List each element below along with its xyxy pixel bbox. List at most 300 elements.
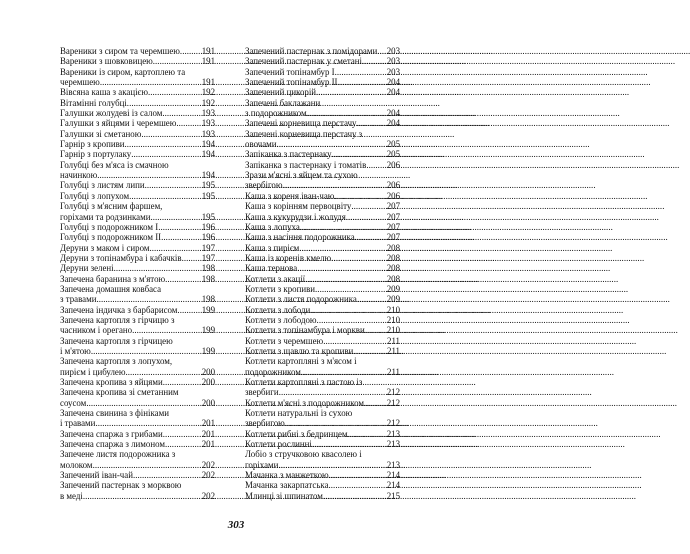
index-entry (60, 191, 215, 201)
entry-title-line: Галушки з яйцями і черемшею (60, 118, 177, 129)
dot-leader (338, 77, 386, 87)
dot-leader (366, 160, 385, 170)
index-entry (60, 470, 215, 480)
dot-leader (278, 460, 385, 470)
entry-page-number: 203 (386, 56, 400, 67)
dot-leader (356, 118, 385, 128)
entry-title-line: Котлети натуральні із сухою (245, 408, 353, 419)
entry-page-number: 210 (386, 304, 400, 315)
entry-title-line: Котлети рослинні (245, 439, 312, 450)
dot-leader (177, 305, 200, 315)
dot-leader (165, 274, 201, 284)
dot-leader (362, 56, 386, 66)
dot-leader (129, 191, 201, 201)
index-entry (60, 284, 215, 305)
dot-leader (300, 222, 386, 232)
dot-leader (346, 212, 386, 222)
entry-page-number: 198 (201, 273, 215, 284)
index-entry (245, 212, 400, 222)
entry-page-number: 193 (201, 118, 215, 129)
dot-leader (323, 336, 386, 346)
index-entry (245, 408, 400, 429)
index-entry (245, 222, 400, 232)
dot-leader (329, 480, 386, 490)
dot-leader (125, 139, 201, 149)
entry-page-number: 200 (201, 366, 215, 377)
dot-leader (299, 243, 385, 253)
entry-page-number: 208 (386, 252, 400, 263)
dot-leader (348, 429, 386, 439)
index-entry (245, 149, 400, 159)
index-entry (245, 480, 400, 490)
entry-page-number: 201 (201, 418, 215, 429)
entry-title-line: Вітамінні голубці (60, 97, 127, 108)
index-entry (245, 129, 400, 150)
index-entry (245, 491, 400, 501)
entry-title-line: Котлети з листя подорожника (245, 294, 357, 305)
entry-page-number: 203 (386, 46, 400, 56)
dot-leader (96, 294, 200, 304)
index-entry (60, 429, 215, 439)
dot-leader (86, 398, 200, 408)
index-entry (60, 253, 215, 263)
index-entry (245, 305, 400, 315)
entry-page-number: 206 (386, 159, 400, 170)
entry-title-line: Запіканка з пастернаку і томатів (245, 159, 367, 170)
index-column-right (245, 46, 400, 501)
entry-title-line: Вареники з шовковицею (60, 56, 153, 67)
dot-leader (148, 87, 201, 97)
index-entry (60, 263, 215, 273)
entry-title-line: Вареники з сиром та черемшею (60, 46, 180, 56)
index-entry (245, 160, 400, 170)
dot-leader (377, 46, 385, 56)
entry-title-line: Галушки жолудеві із салом (60, 108, 163, 119)
entry-page-number: 213 (386, 439, 400, 450)
index-entry (60, 180, 215, 190)
index-entry (60, 377, 215, 387)
index-entry (60, 129, 215, 139)
dot-leader (353, 346, 386, 356)
entry-page-number: 207 (386, 232, 400, 243)
entry-page-number: 195 (201, 211, 215, 222)
dot-leader (285, 418, 386, 428)
index-entry (60, 118, 215, 128)
entry-title-line: Запечений пастернак з помідорами (245, 46, 378, 56)
dot-leader (180, 46, 201, 56)
entry-title-line: Каша з кукурудзи і жолудя (245, 211, 346, 222)
dot-leader (277, 139, 386, 149)
index-entry (245, 170, 400, 191)
entry-title-line: Зрази м'ясні з яйцем та сухою (245, 170, 358, 181)
entry-page-number: 199 (201, 304, 215, 315)
dot-leader (93, 460, 201, 470)
entry-page-number: 201 (201, 428, 215, 439)
entry-title-line: Котлети картопляні з м'ясом і (245, 356, 357, 367)
entry-title-line: соусом (60, 397, 87, 408)
entry-title-line: Котлети з акації (245, 273, 306, 284)
entry-title-line: Вівсяна каша з акацією (60, 87, 148, 98)
entry-page-number: 194 (201, 170, 215, 181)
dot-leader (158, 222, 201, 232)
index-entry (60, 387, 215, 408)
entry-page-number: 200 (201, 397, 215, 408)
dot-leader (162, 108, 200, 118)
dot-leader (83, 491, 201, 501)
index-entry (245, 336, 400, 346)
entry-title-line: і м'ятою (60, 345, 91, 356)
index-entry (60, 408, 215, 429)
entry-page-number: 201 (201, 439, 215, 450)
dot-leader (307, 108, 386, 118)
dot-leader (365, 325, 386, 335)
entry-title-line: Запечена свинина з фініками (60, 408, 169, 419)
index-entry (60, 439, 215, 449)
dot-leader (357, 294, 386, 304)
index-entry (245, 87, 400, 97)
dot-leader (163, 377, 201, 387)
index-entry (245, 398, 400, 408)
entry-title-line: Гарнір з кропиви (60, 139, 125, 150)
entry-page-number: 214 (386, 480, 400, 491)
entry-title-line: з травами (60, 294, 97, 305)
dot-leader (131, 149, 200, 159)
entry-title-line: Запечена спаржа з лимоном (60, 439, 165, 450)
dot-leader (127, 98, 201, 108)
entry-title-line: в меді (60, 490, 83, 501)
index-entry (60, 243, 215, 253)
index-entry (60, 160, 215, 181)
entry-title-line: Голубці з лопухом (60, 190, 130, 201)
index-entry (245, 449, 400, 470)
entry-title-line: звербиги (245, 387, 279, 398)
entry-title-line: Котлети з черемшею (245, 335, 324, 346)
dot-leader (150, 212, 200, 222)
entry-page-number: 210 (386, 325, 400, 336)
entry-page-number: 196 (201, 221, 215, 232)
index-entry (60, 98, 215, 108)
dot-leader (364, 398, 386, 408)
entry-title-line: Вареники із сиром, картоплею та (60, 66, 186, 77)
entry-title-line: Голубці з подорожником I (60, 221, 159, 232)
entry-page-number: 215 (386, 490, 400, 501)
entry-title-line: Голубці без м'яса із смачною (60, 159, 169, 170)
dot-leader (163, 429, 201, 439)
index-entry (60, 87, 215, 97)
entry-page-number: 206 (386, 180, 400, 191)
index-entry (245, 67, 400, 77)
entry-title-line: Запечена картопля з гірчицею (60, 335, 173, 346)
entry-page-number: 196 (201, 232, 215, 243)
dot-leader (125, 367, 200, 377)
dot-leader (312, 439, 386, 449)
entry-title-line: Каша з корінням первоцвіту (245, 201, 352, 212)
entry-page-number: 208 (386, 263, 400, 274)
entry-title-line: Запечений пастернак з морквою (60, 480, 182, 491)
entry-page-number: 199 (201, 345, 215, 356)
entry-page-number: 200 (201, 377, 215, 387)
entry-page-number: 202 (201, 459, 215, 470)
entry-page-number: 211 (387, 335, 400, 346)
entry-title-line: Каша з пирієм (245, 242, 300, 253)
entry-title-line: Запечена індичка з барбарисом (60, 304, 178, 315)
entry-title-line: Мачанка з манжеткою (245, 470, 329, 481)
entry-page-number: 213 (386, 459, 400, 470)
index-entry (60, 274, 215, 284)
entry-page-number: 207 (386, 211, 400, 222)
entry-page-number: 211 (387, 366, 400, 377)
index-entry (60, 480, 215, 501)
dot-leader (331, 253, 386, 263)
page-number: 303 (227, 519, 245, 531)
dot-leader (95, 418, 200, 428)
entry-title-line: Млинці зі шпинатом (245, 490, 323, 501)
entry-title-line: Запечені баклажани (245, 97, 321, 108)
entry-title-line: Котлети м'ясні з подорожником (245, 397, 364, 408)
entry-title-line: Запечена кропива зі сметанним (60, 387, 179, 398)
index-entry (245, 232, 400, 242)
dot-leader (153, 56, 201, 66)
entry-page-number: 192 (201, 87, 215, 98)
index-entry (245, 191, 400, 201)
index-entry (245, 243, 400, 253)
entry-page-number: 198 (201, 294, 215, 305)
dot-leader (332, 149, 386, 159)
index-entry (60, 305, 215, 315)
entry-title-line: Котлети з лободи (245, 304, 311, 315)
index-entry (60, 336, 215, 357)
entry-title-line: Запечені корневища перстачу з (245, 128, 363, 139)
dot-leader (114, 263, 201, 273)
entry-page-number: 213 (386, 428, 400, 439)
entry-page-number: 192 (201, 97, 215, 108)
entry-title-line: Запечена домашня ковбаса (60, 283, 162, 294)
entry-page-number: 191 (201, 46, 215, 56)
entry-title-line: Запечена кропива з яйцями (60, 377, 163, 387)
dot-leader (133, 470, 201, 480)
entry-title-line: з подорожником (245, 108, 307, 119)
entry-page-number: 194 (201, 149, 215, 160)
dot-leader (141, 129, 200, 139)
index-entry (245, 294, 400, 304)
index-entry (245, 274, 400, 284)
dot-leader (91, 346, 201, 356)
dot-leader (283, 180, 386, 190)
index-entry (245, 439, 400, 449)
dot-leader (351, 201, 385, 211)
entry-page-number: 198 (201, 263, 215, 274)
entry-title-line: Голубці з м'ясним фаршем, (60, 201, 163, 212)
dot-leader (335, 67, 386, 77)
entry-page-number: 208 (386, 273, 400, 284)
entry-page-number: 211 (387, 345, 400, 356)
entry-title-line: Котлети з щавлю та кропиви (245, 345, 354, 356)
entry-title-line: Котлети з кропиви (245, 283, 316, 294)
dot-leader (316, 87, 386, 97)
index-entry (60, 201, 215, 222)
entry-page-number: 209 (386, 294, 400, 305)
entry-page-number: 207 (386, 201, 400, 212)
entry-title-line: Мачанка закарпатська (245, 480, 329, 491)
index-entry (60, 315, 215, 336)
entry-page-number: 205 (386, 149, 400, 160)
index-entry (60, 56, 215, 66)
entry-title-line: горіхами (245, 459, 279, 470)
entry-page-number: 204 (386, 77, 400, 88)
dot-leader (100, 77, 201, 87)
entry-title-line: Запечений пастернак у сметані (245, 56, 362, 67)
entry-page-number: 210 (386, 314, 400, 325)
entry-page-number: 212 (386, 397, 400, 408)
entry-title-line: Гарнір з портулаку (60, 149, 132, 160)
index-entry (245, 346, 400, 356)
entry-title-line: Каша з лопуха (245, 221, 300, 232)
dot-leader (182, 253, 201, 263)
entry-title-line: Каша із коренів кмелю (245, 252, 332, 263)
entry-title-line: Каша з кореня іван-чаю (245, 190, 335, 201)
index-entry (60, 356, 215, 377)
index-entry (60, 139, 215, 149)
entry-title-line: Голубці з подорожником II (60, 232, 162, 243)
dot-leader (305, 274, 386, 284)
entry-page-number: 195 (201, 180, 215, 191)
index-entry (245, 377, 400, 398)
entry-title-line: Каша з насіння подорожника (245, 232, 355, 243)
entry-title-line: Котлети картопляні з пастою із (245, 377, 363, 387)
entry-title-line: Котлети з лободою (245, 314, 317, 325)
entry-title-line: молоком (60, 459, 93, 470)
index-entry (60, 108, 215, 118)
entry-title-line: Запечена картопля з лопухом, (60, 356, 173, 367)
entry-page-number: 204 (386, 108, 400, 119)
entry-page-number: 207 (386, 221, 400, 232)
dot-leader (329, 470, 386, 480)
entry-page-number: 194 (201, 139, 215, 150)
entry-page-number: 204 (386, 118, 400, 129)
entry-title-line: Запечене листя подорожника з (60, 449, 176, 460)
index-entry (245, 429, 400, 439)
entry-page-number: 202 (201, 490, 215, 501)
dot-leader (161, 232, 201, 242)
dot-leader (176, 118, 200, 128)
entry-title-line: Запечена картопля з гірчицю з (60, 314, 175, 325)
entry-page-number: 209 (386, 283, 400, 294)
entry-title-line: Запечені корневища перстачу (245, 118, 357, 129)
index-entry (245, 356, 400, 377)
dot-leader (334, 191, 385, 201)
entry-title-line: Деруни з маком і сиром (60, 242, 150, 253)
dot-leader (317, 315, 386, 325)
index-column-left (60, 46, 215, 501)
dot-leader (355, 232, 386, 242)
entry-page-number: 195 (201, 190, 215, 201)
entry-page-number: 205 (386, 139, 400, 150)
entry-title-line: горіхами та родзинками (60, 211, 151, 222)
entry-title-line: часником і орегано (60, 325, 133, 336)
entry-page-number: 202 (201, 470, 215, 481)
index-entry (245, 118, 400, 128)
index-entry (245, 315, 400, 325)
entry-page-number: 212 (386, 418, 400, 429)
entry-title-line: начинкою (60, 170, 98, 181)
entry-page-number: 193 (201, 128, 215, 139)
entry-title-line: Запечений іван-чай (60, 470, 133, 481)
entry-title-line: Каша тернова (245, 263, 298, 274)
entry-page-number: 208 (386, 242, 400, 253)
entry-title-line: звербігою (245, 180, 283, 191)
index-entry (245, 325, 400, 335)
entry-title-line: Запечена спаржа з грибами (60, 428, 163, 439)
entry-title-line: черемшею (60, 77, 100, 88)
entry-title-line: Запіканка з пастернаку (245, 149, 332, 160)
entry-title-line: Запечений цикорій (245, 87, 317, 98)
entry-title-line: Запечений топінамбур II (245, 77, 338, 88)
entry-title-line: Голубці з листям липи (60, 180, 145, 191)
index-entry (245, 263, 400, 273)
dot-leader (297, 263, 385, 273)
dot-leader (301, 367, 386, 377)
index-entry (60, 46, 215, 56)
index-entry (245, 98, 400, 119)
index-entry (245, 56, 400, 66)
dot-leader (323, 491, 386, 501)
entry-page-number: 197 (201, 242, 215, 253)
entry-page-number: 197 (201, 252, 215, 263)
index-entry (60, 232, 215, 242)
entry-title-line: Галушки зі сметаною (60, 128, 142, 139)
entry-title-line: Лобіо з стручковою квасолею і (245, 449, 362, 460)
entry-title-line: Деруни з топінамбура і кабачків (60, 252, 182, 263)
entry-title-line: Запечений топінамбур I (245, 66, 335, 77)
dot-leader (279, 387, 386, 397)
entry-page-number: 191 (201, 77, 215, 88)
entry-page-number: 203 (386, 66, 400, 77)
index-entry (245, 470, 400, 480)
entry-title-line: Котлети рибні з бедринцем (245, 428, 348, 439)
entry-title-line: і травами (60, 418, 96, 429)
dot-leader (165, 439, 201, 449)
entry-title-line: овочами (245, 139, 277, 150)
index-entry (245, 77, 400, 87)
entry-page-number: 206 (386, 190, 400, 201)
index-entry (245, 284, 400, 294)
entry-page-number: 214 (386, 470, 400, 481)
entry-title-line: Запечена баранина з м'ятою (60, 273, 166, 284)
entry-page-number: 193 (201, 108, 215, 119)
index-entry (60, 222, 215, 232)
entry-page-number: 212 (386, 387, 400, 398)
index-entry (60, 67, 215, 88)
index-entry (245, 201, 400, 211)
index-entry (245, 46, 400, 56)
entry-title-line: Деруни зелені (60, 263, 114, 274)
entry-page-number: 204 (386, 87, 400, 98)
dot-leader (97, 170, 200, 180)
dot-leader (149, 243, 200, 253)
entry-title-line: звербигою (245, 418, 285, 429)
dot-leader (315, 284, 386, 294)
entry-page-number: 191 (201, 56, 215, 67)
entry-title-line: подорожником (245, 366, 301, 377)
dot-leader (132, 325, 201, 335)
index-entry (60, 149, 215, 159)
entry-page-number: 199 (201, 325, 215, 336)
entry-title-line: Котлети з топінамбура і моркви (245, 325, 365, 336)
dot-leader (145, 180, 201, 190)
index-entry (245, 253, 400, 263)
dot-leader (310, 305, 385, 315)
entry-title-line: пирієм і цибулею (60, 366, 126, 377)
